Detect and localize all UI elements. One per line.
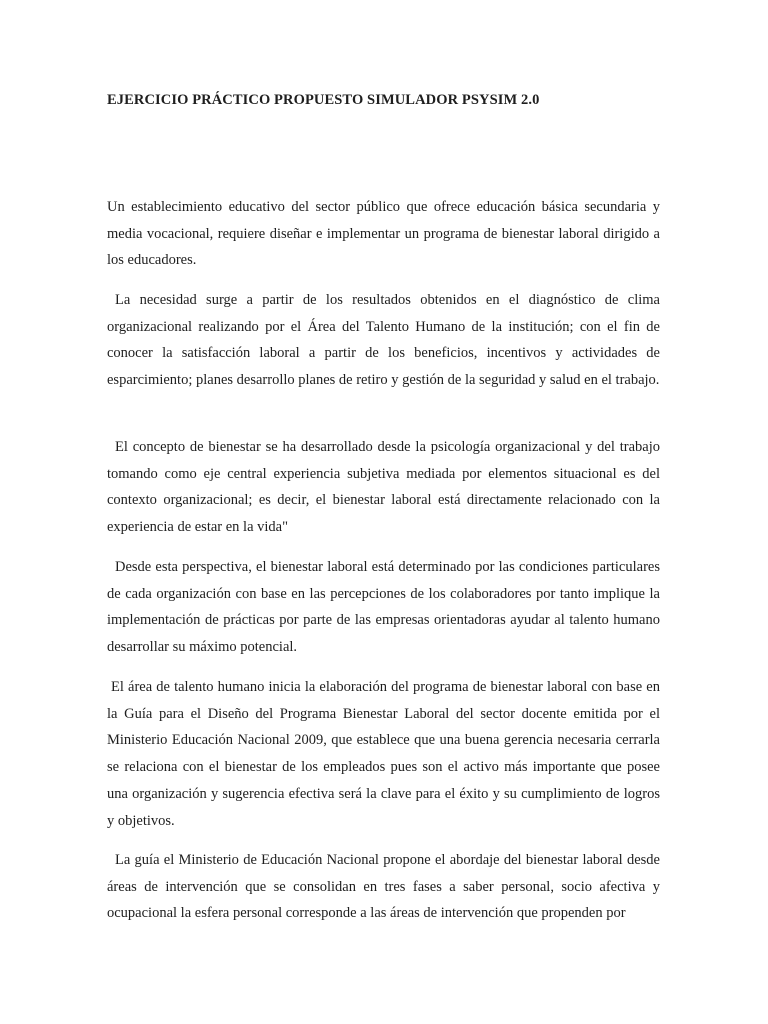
paragraph-perspective: Desde esta perspectiva, el bienestar laboral está determinado por las condiciones particulares de cada organización con base en las percepciones de los colaboradores por tanto implique la implementación de prácticas por parte de las empresas orientadoras ayudar al talento humano desarrollar su máximo potencial. — [107, 559, 660, 656]
paragraph-talent-area: El área de talento humano inicia la elaboración del programa de bienestar laboral con base en la Guía para el Diseño del Programa Bienestar Laboral del sector docente emitida por el Ministerio Educación Nacional 2009, que establece que una buena gerencia necesaria cerrarla se relaciona con el bienestar de los empleados pues son el activo más importante que posee una organización y sugerencia efectiva será la clave para el éxito y su cumplimiento de logros y objetivos. — [107, 679, 660, 829]
document-title: EJERCICIO PRÁCTICO PROPUESTO SIMULADOR PSYSIM 2.0 — [107, 92, 540, 108]
paragraph-guide: La guía el Ministerio de Educación Nacional propone el abordaje del bienestar laboral desde áreas de intervención que se consolidan en tres fases a saber personal, socio afectiva y ocupacional la esfera personal corresponde a las áreas de intervención que propenden por — [107, 852, 660, 922]
paragraph-intro: Un establecimiento educativo del sector público que ofrece educación básica secundaria y media vocacional, requiere diseñar e implementar un programa de bienestar laboral dirigido a los educadores. — [107, 199, 660, 269]
paragraph-concept: El concepto de bienestar se ha desarrollado desde la psicología organizacional y del trabajo tomando como eje central experiencia subjetiva mediada por elementos situacional es del contexto organizacional; es decir, el bienestar laboral está directamente relacionado con la experiencia de estar en la vida" — [107, 439, 660, 536]
paragraph-need: La necesidad surge a partir de los resultados obtenidos en el diagnóstico de clima organizacional realizando por el Área del Talento Humano de la institución; con el fin de conocer la satisfacción laboral a partir de los beneficios, incentivos y actividades de esparcimiento; planes desarrollo planes de retiro y gestión de la seguridad y salud en el trabajo. — [107, 292, 660, 389]
